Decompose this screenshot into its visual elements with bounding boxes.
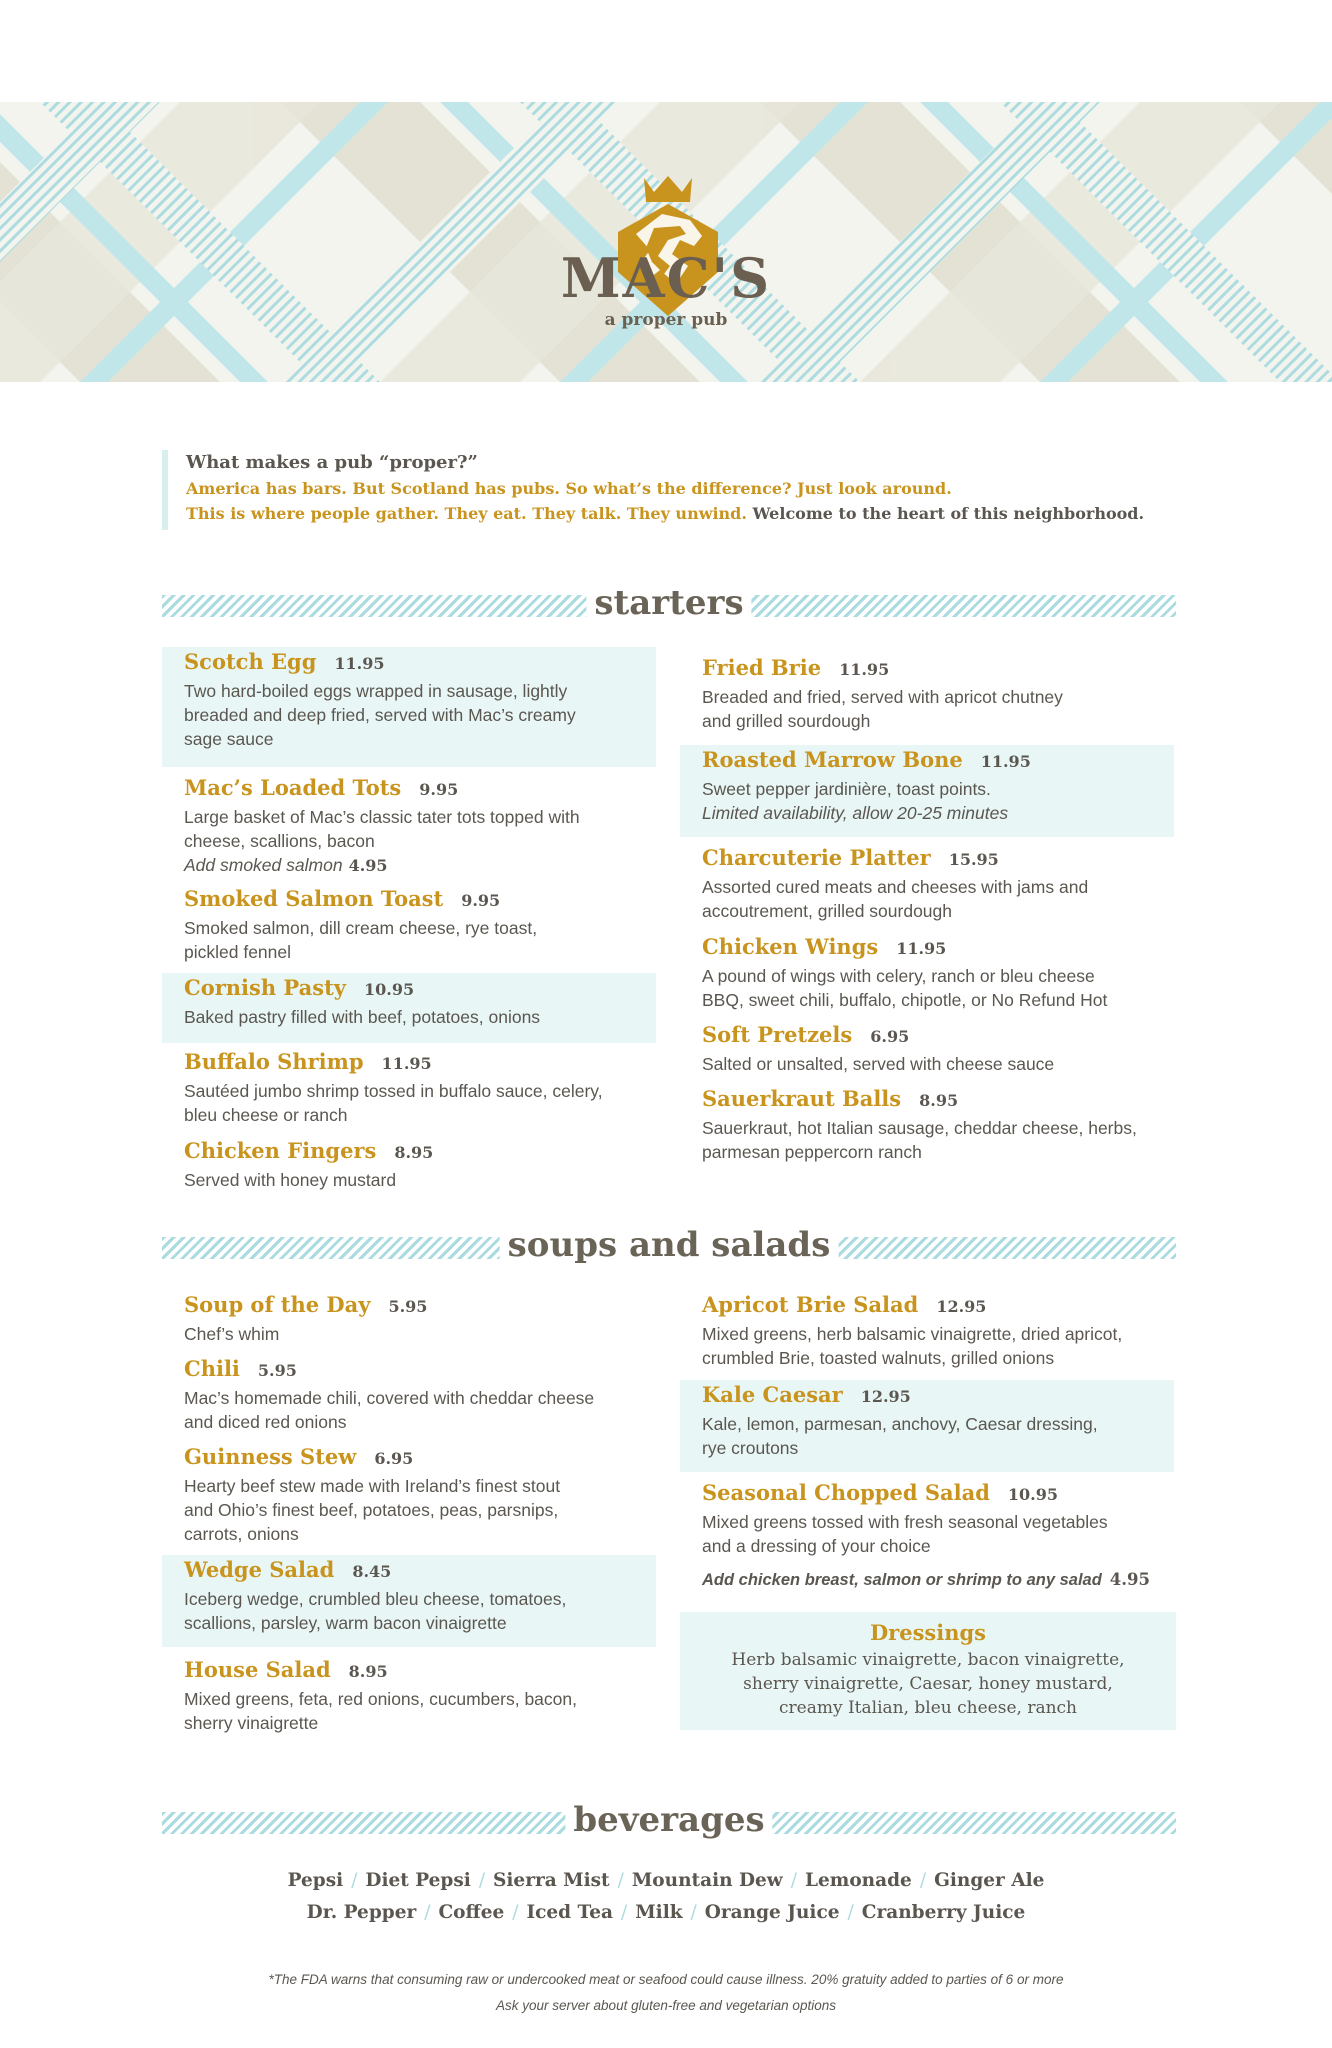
item-name: Mac’s Loaded Tots (184, 775, 402, 800)
item-price: 5.95 (388, 1297, 428, 1316)
dressings-box (680, 1612, 1176, 1730)
beverage-item: Mountain Dew (631, 1870, 783, 1891)
add-note-price: 4.95 (1109, 1570, 1150, 1589)
item-desc: Assorted cured meats and cheeses with jams and (702, 877, 1089, 897)
item-name: Seasonal Chopped Salad (702, 1480, 990, 1505)
separator: / (351, 1870, 358, 1891)
menu-item (680, 1478, 1174, 1558)
item-header (702, 1290, 1152, 1322)
item-desc: Chef’s whim (184, 1324, 280, 1344)
item-desc: scallions, parsley, warm bacon vinaigrette (184, 1613, 507, 1633)
item-desc: bleu cheese or ranch (184, 1105, 348, 1125)
item-header (184, 1442, 634, 1474)
item-name: Scotch Egg (184, 649, 317, 674)
item-price: 8.95 (394, 1143, 434, 1162)
footer-disclaimer: *The FDA warns that consuming raw or undercooked meat or seafood could cause illness. 20% gratuity added to parties of 6 or more (268, 1972, 1064, 1987)
item-header (184, 1136, 634, 1168)
item-price: 10.95 (364, 980, 415, 999)
item-name: Kale Caesar (702, 1382, 843, 1407)
intro-line-1: America has bars. But Scotland has pubs. So what’s the difference? Just look around. (186, 479, 952, 498)
item-header (184, 884, 634, 916)
beverage-item: Ginger Ale (934, 1870, 1045, 1891)
item-price: 6.95 (870, 1027, 910, 1046)
item-desc: sage sauce (184, 729, 274, 749)
item-header (702, 1020, 1152, 1052)
item-price: 11.95 (381, 1054, 432, 1073)
menu-item (162, 1047, 656, 1127)
item-desc: Served with honey mustard (184, 1170, 397, 1190)
section-title: beverages (565, 1797, 772, 1843)
item-desc: Smoked salmon, dill cream cheese, rye toast, (184, 918, 538, 938)
item-price: 5.95 (257, 1361, 297, 1380)
section-title: soups and salads (500, 1222, 839, 1268)
item-price: 10.95 (1007, 1485, 1058, 1504)
beverage-item: Milk (635, 1902, 683, 1923)
item-desc: cheese, scallions, bacon (184, 831, 375, 851)
note-price: 4.95 (348, 856, 388, 875)
menu-item (162, 1555, 656, 1647)
menu-item (162, 1290, 656, 1346)
item-name: Sauerkraut Balls (702, 1086, 902, 1111)
item-name: Apricot Brie Salad (702, 1292, 919, 1317)
item-price: 6.95 (374, 1449, 414, 1468)
menu-item (680, 1290, 1174, 1370)
item-desc: Sauerkraut, hot Italian sausage, cheddar cheese, herbs, (702, 1118, 1137, 1138)
item-price: 9.95 (461, 891, 501, 910)
item-name: Wedge Salad (184, 1557, 335, 1582)
item-desc: crumbled Brie, toasted walnuts, grilled onions (702, 1348, 1055, 1368)
item-desc: and diced red onions (184, 1412, 347, 1432)
menu-item (162, 647, 656, 767)
intro-line-2 (186, 501, 1182, 526)
menu-item (162, 1136, 656, 1192)
item-desc: pickled fennel (184, 942, 292, 962)
item-desc: Breaded and fried, served with apricot chutney (702, 687, 1063, 707)
item-name: House Salad (184, 1657, 331, 1682)
item-desc: Salted or unsalted, served with cheese sauce (702, 1054, 1055, 1074)
item-price: 9.95 (419, 780, 459, 799)
header-band (0, 102, 1332, 382)
item-header (702, 1084, 1152, 1116)
menu-item (680, 1020, 1174, 1076)
item-price: 11.95 (334, 654, 385, 673)
dressings-line: Herb balsamic vinaigrette, bacon vinaigrette, (731, 1650, 1125, 1670)
note-text: Add smoked salmon (184, 855, 343, 875)
dressings-title: Dressings (869, 1620, 987, 1645)
item-price: 8.95 (348, 1662, 388, 1681)
item-desc: carrots, onions (184, 1524, 299, 1544)
menu-item (162, 1655, 656, 1735)
item-header (184, 1047, 634, 1079)
item-header (184, 973, 634, 1005)
separator: / (847, 1902, 854, 1923)
intro-line-2-gold: This is where people gather. They eat. They talk. They unwind. (186, 504, 747, 523)
item-desc: and grilled sourdough (702, 711, 871, 731)
item-desc: Large basket of Mac’s classic tater tots topped with (184, 807, 580, 827)
item-desc: Mac’s homemade chili, covered with cheddar cheese (184, 1388, 595, 1408)
item-header (184, 773, 634, 805)
item-price: 8.95 (919, 1091, 959, 1110)
item-desc: and Ohio’s finest beef, potatoes, peas, parsnips, (184, 1500, 559, 1520)
item-name: Chicken Fingers (184, 1138, 377, 1163)
item-desc: Mixed greens tossed with fresh seasonal vegetables (702, 1512, 1108, 1532)
item-header (702, 1380, 1152, 1412)
separator: / (919, 1870, 927, 1891)
item-desc: A pound of wings with celery, ranch or bleu cheese (702, 966, 1095, 986)
beverage-item: Iced Tea (526, 1902, 613, 1923)
section-title: starters (586, 580, 751, 626)
item-header (184, 1655, 634, 1687)
beverage-item: Dr. Pepper (306, 1902, 417, 1923)
separator: / (617, 1870, 624, 1891)
menu-item (162, 973, 656, 1043)
menu-item (680, 1084, 1174, 1164)
item-header (184, 647, 634, 679)
separator: / (424, 1902, 431, 1923)
menu-item (162, 884, 656, 964)
beverage-item: Cranberry Juice (861, 1902, 1026, 1923)
item-header (702, 745, 1152, 777)
item-name: Buffalo Shrimp (184, 1049, 364, 1074)
item-desc: Sweet pepper jardinière, toast points. (702, 779, 991, 799)
section-heading-soups (162, 1222, 1176, 1268)
beverage-item: Pepsi (287, 1870, 344, 1891)
dressings-line: sherry vinaigrette, Caesar, honey mustard, (743, 1674, 1113, 1694)
footer-note: Ask your server about gluten-free and vegetarian options (496, 1998, 836, 2013)
item-desc: Baked pastry filled with beef, potatoes, onions (184, 1007, 541, 1027)
item-desc: rye croutons (702, 1438, 799, 1458)
item-name: Fried Brie (702, 655, 822, 680)
beverage-item: Orange Juice (704, 1902, 840, 1923)
separator: / (478, 1870, 486, 1891)
item-desc: Mixed greens, feta, red onions, cucumbers, bacon, (184, 1689, 577, 1709)
item-header (702, 653, 1152, 685)
item-desc: Kale, lemon, parmesan, anchovy, Caesar dressing, (702, 1414, 1098, 1434)
item-header (184, 1555, 634, 1587)
salad-add-note (702, 1570, 1222, 1590)
item-header (702, 1478, 1152, 1510)
item-desc: sherry vinaigrette (184, 1713, 319, 1733)
separator: / (512, 1902, 519, 1923)
menu-item (162, 1354, 656, 1434)
item-note: Limited availability, allow 20-25 minutes (702, 803, 1009, 823)
menu-item (680, 653, 1174, 733)
beverages-row-1 (0, 1870, 1332, 1891)
item-price: 11.95 (980, 752, 1031, 771)
brand-tagline: a proper pub (604, 310, 728, 330)
item-price: 11.95 (896, 939, 947, 958)
item-desc: Sautéed jumbo shrimp tossed in buffalo sauce, celery, (184, 1081, 603, 1101)
item-name: Roasted Marrow Bone (702, 747, 963, 772)
menu-item (680, 1380, 1174, 1472)
section-heading-beverages (162, 1797, 1176, 1843)
item-header (702, 843, 1152, 875)
brand-name: MAC'S (560, 246, 772, 310)
beverage-item: Lemonade (804, 1870, 912, 1891)
beverage-item: Coffee (438, 1902, 505, 1923)
item-name: Smoked Salmon Toast (184, 886, 444, 911)
item-name: Guinness Stew (184, 1444, 357, 1469)
separator: / (620, 1902, 628, 1923)
item-name: Chicken Wings (702, 934, 879, 959)
item-name: Soft Pretzels (702, 1022, 853, 1047)
menu-item (680, 745, 1174, 837)
item-name: Soup of the Day (184, 1292, 371, 1317)
beverage-item: Diet Pepsi (365, 1870, 471, 1891)
beverages-row-2 (0, 1902, 1332, 1923)
item-price: 12.95 (936, 1297, 987, 1316)
item-desc: accoutrement, grilled sourdough (702, 901, 953, 921)
item-desc: Mixed greens, herb balsamic vinaigrette, dried apricot, (702, 1324, 1123, 1344)
item-price: 12.95 (860, 1387, 911, 1406)
item-header (702, 932, 1152, 964)
separator: / (790, 1870, 797, 1891)
item-price: 11.95 (839, 660, 890, 679)
item-name: Chili (184, 1356, 240, 1381)
item-desc: parmesan peppercorn ranch (702, 1142, 922, 1162)
item-price: 8.45 (352, 1562, 392, 1581)
item-desc: and a dressing of your choice (702, 1536, 931, 1556)
item-desc: Iceberg wedge, crumbled bleu cheese, tomatoes, (184, 1589, 567, 1609)
intro-question: What makes a pub “proper?” (186, 452, 478, 473)
section-heading-starters (162, 580, 1176, 626)
item-desc: breaded and deep fried, served with Mac’s creamy (184, 705, 576, 725)
menu-item (680, 932, 1174, 1012)
item-desc: BBQ, sweet chili, buffalo, chipotle, or No Refund Hot (702, 990, 1108, 1010)
separator: / (690, 1902, 697, 1923)
item-price: 15.95 (948, 850, 999, 869)
item-header (184, 1290, 634, 1322)
intro-line-2-dark: Welcome to the heart of this neighborhood. (752, 504, 1145, 523)
menu-item (162, 773, 656, 878)
item-note (184, 853, 634, 878)
item-desc: Hearty beef stew made with Ireland’s finest stout (184, 1476, 561, 1496)
menu-item (680, 843, 1174, 923)
menu-item (162, 1442, 656, 1546)
dressings-line: creamy Italian, bleu cheese, ranch (778, 1698, 1077, 1718)
item-desc: Two hard-boiled eggs wrapped in sausage, lightly (184, 681, 568, 701)
item-name: Cornish Pasty (184, 975, 346, 1000)
add-note-text: Add chicken breast, salmon or shrimp to any salad (702, 1571, 1102, 1589)
beverage-item: Sierra Mist (493, 1870, 610, 1891)
intro-block (162, 450, 1182, 530)
item-header (184, 1354, 634, 1386)
item-name: Charcuterie Platter (702, 845, 931, 870)
